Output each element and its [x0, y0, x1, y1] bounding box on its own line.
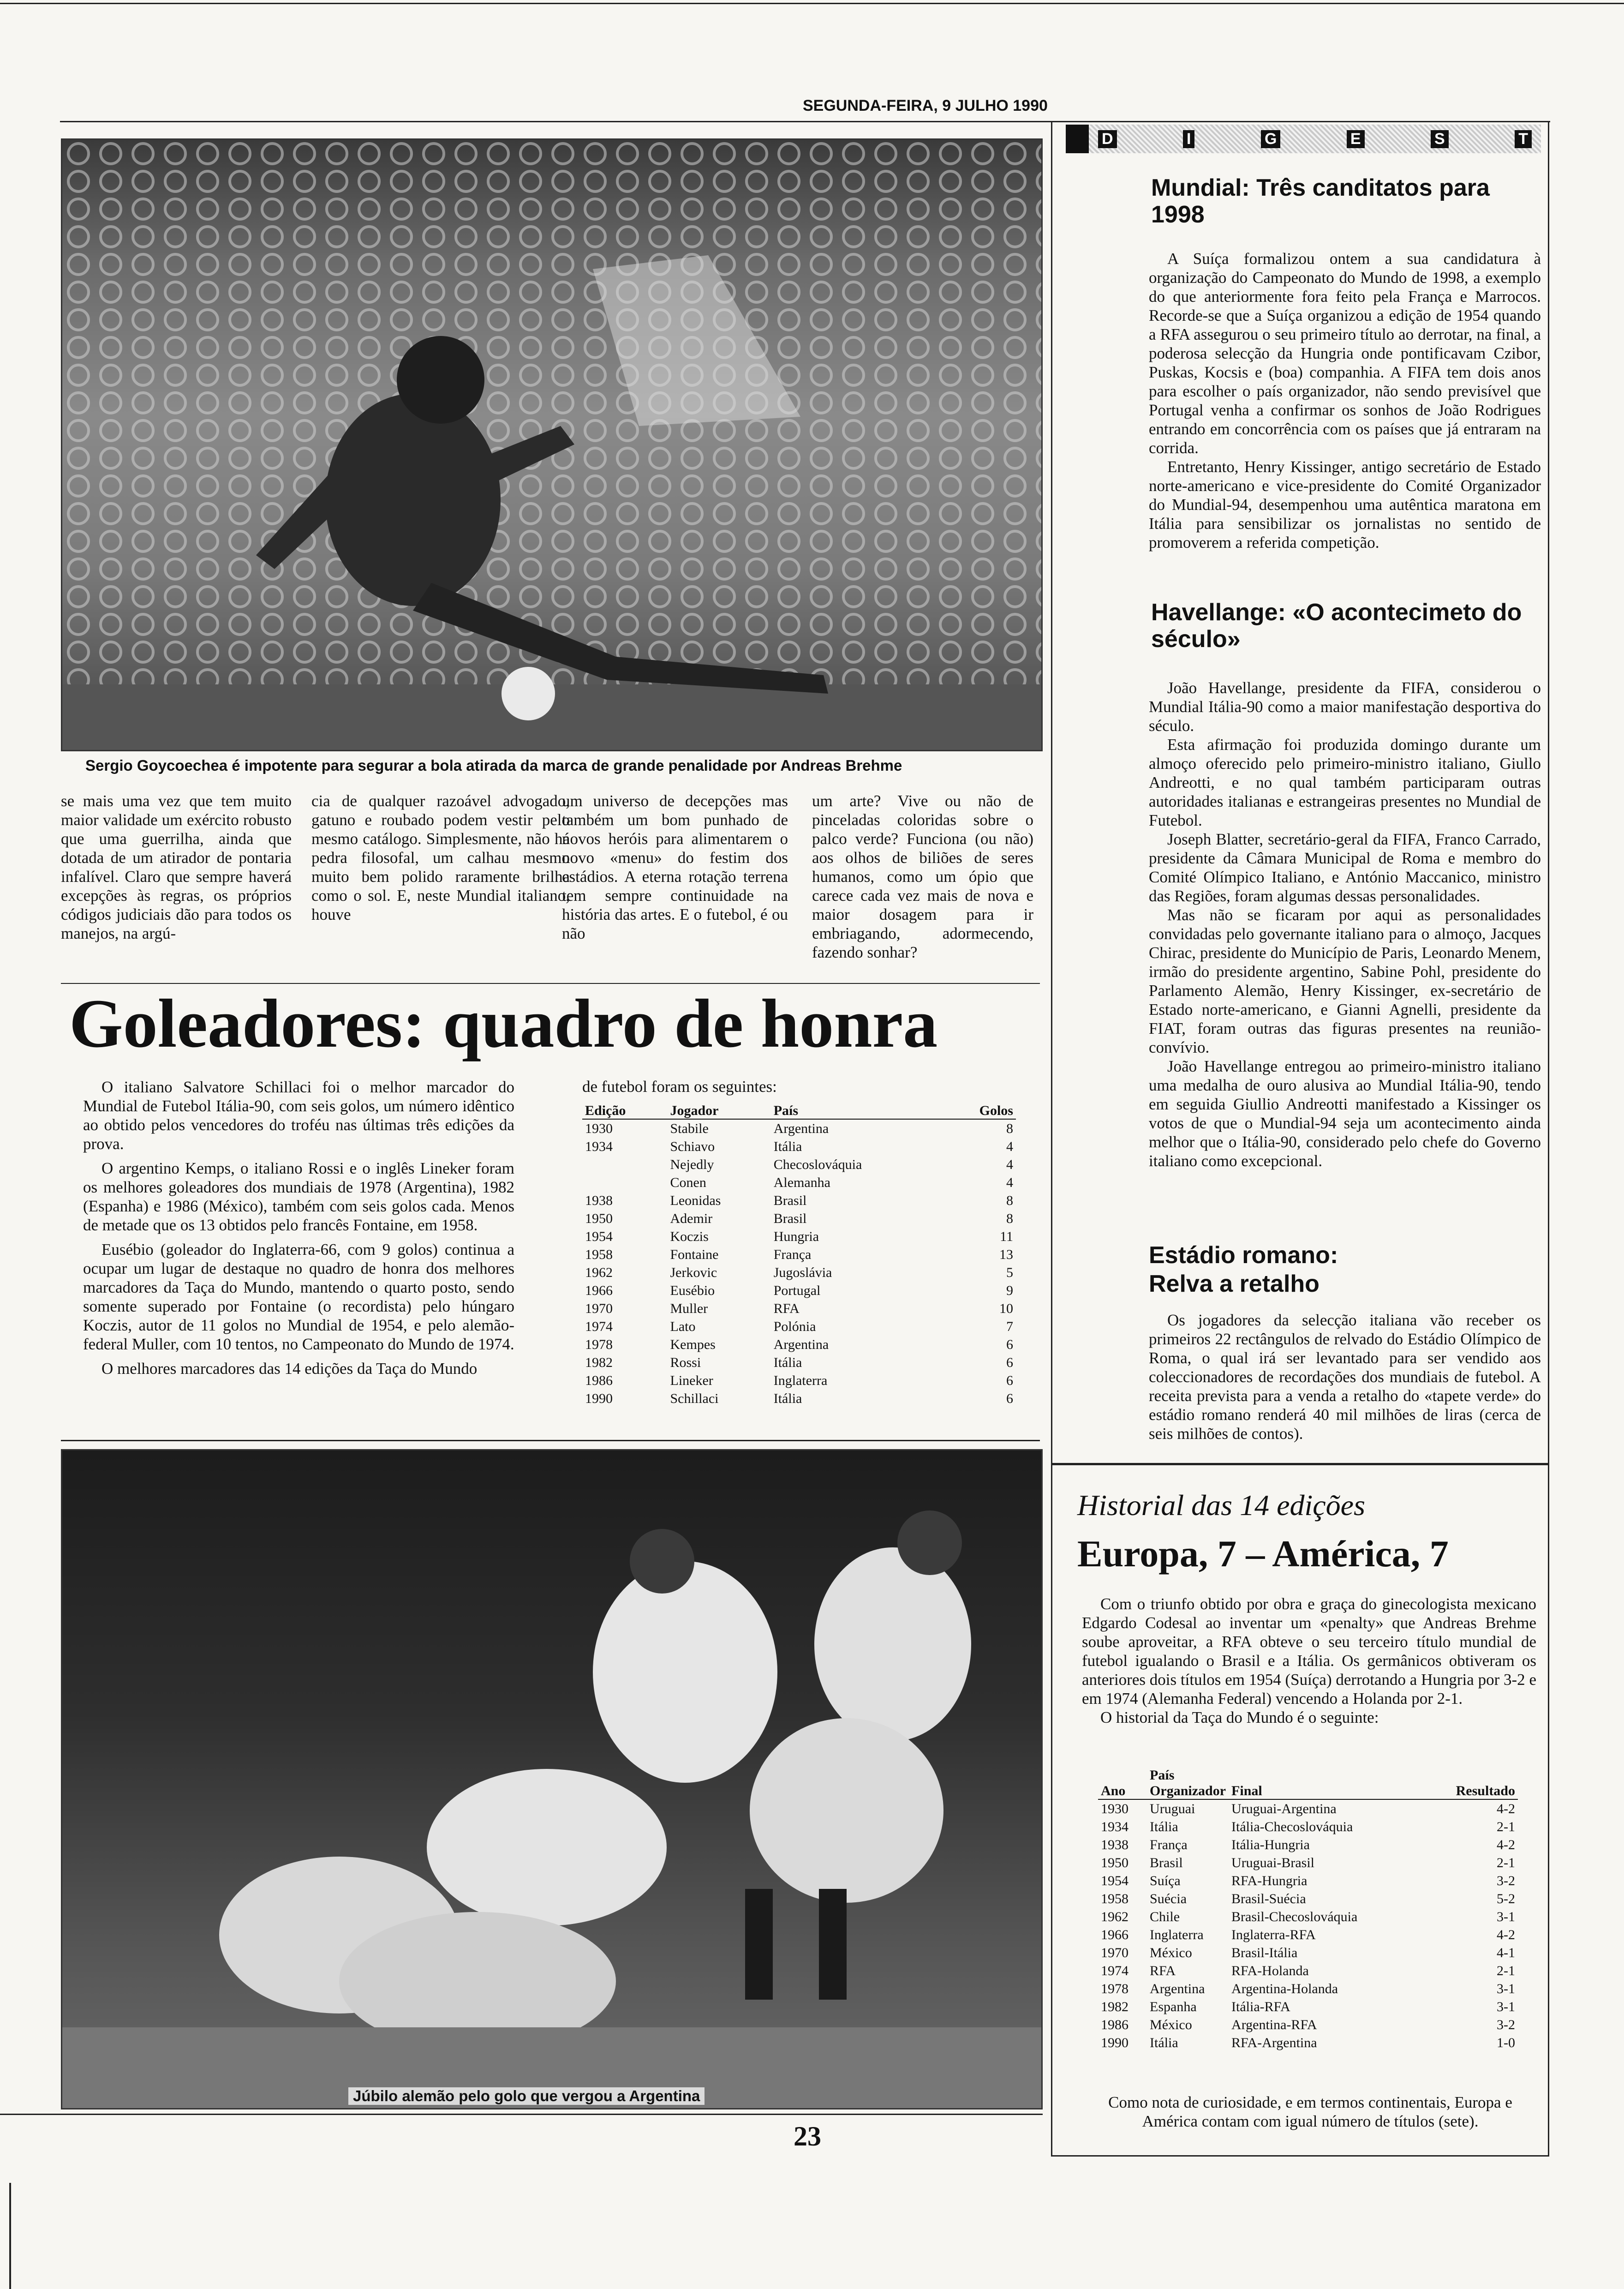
goleador-golos: 4	[1006, 1157, 1013, 1172]
digest-article3-title-line2: Relva a retalho	[1149, 1270, 1320, 1297]
bottom-left-rule	[9, 2183, 11, 2289]
historial-table-header	[1098, 1768, 1518, 1799]
goleador-pais: França	[773, 1247, 812, 1262]
photo-goalkeeper-image	[62, 140, 1041, 750]
digest-article1-title: Mundial: Três canditatos para 1998	[1151, 174, 1490, 228]
digest-banner-block	[1066, 125, 1089, 153]
historial-resultado: 3-2	[1497, 2017, 1515, 2032]
historial-pais-organizador: Espanha	[1150, 1999, 1197, 2014]
header-final: Final	[1229, 1768, 1422, 1799]
historial-pais-organizador: Itália	[1150, 2035, 1178, 2050]
goleadores-paragraph-3: Eusébio (goleador do Inglaterra-66, com 9 golos) continua a ocupar um lugar de destaque no quadro de honra dos melhores marcadores da Taça do Mundo, mantendo o quarto posto, sendo somente superado por Fontaine (o recordista) pelo húngaro Koczis, autor de 11 golos no Mundial de 1954, e pelo alemão-federal Muller, com 10 tentos, no Campeonato do Mundo de 1974.	[83, 1240, 514, 1353]
historial-final: Itália-Checoslováquia	[1231, 1819, 1353, 1834]
goleador-jogador: Rossi	[670, 1355, 701, 1370]
historial-row	[1098, 1980, 1518, 1998]
goleador-edicao: 1930	[585, 1121, 613, 1136]
goleador-jogador: Muller	[670, 1301, 708, 1316]
goleador-pais: Inglaterra	[773, 1373, 828, 1388]
goleador-edicao: 1962	[585, 1265, 613, 1280]
goleador-jogador: Kempes	[670, 1337, 716, 1352]
historial-ano: 1978	[1101, 1981, 1128, 1996]
goleador-pais: Brasil	[773, 1193, 807, 1208]
historial-row	[1098, 1908, 1518, 1926]
digest-right-rule	[1548, 121, 1549, 2156]
historial-ano: 1950	[1101, 1855, 1128, 1870]
goleador-edicao: 1986	[585, 1373, 613, 1388]
goleador-pais: Checoslováquia	[773, 1157, 862, 1172]
goleador-row	[582, 1210, 1016, 1228]
historial-pais-organizador: México	[1150, 2017, 1192, 2032]
goleador-jogador: Fontaine	[670, 1247, 719, 1262]
digest-article3-title-line1: Estádio romano:	[1149, 1242, 1338, 1269]
historial-ano: 1954	[1101, 1873, 1128, 1888]
historial-resultado: 5-2	[1497, 1891, 1515, 1906]
historial-body	[1082, 1594, 1536, 1727]
goleador-row	[582, 1354, 1016, 1372]
goleador-row	[582, 1119, 1016, 1138]
digest-article1-body	[1149, 249, 1541, 552]
goleador-pais: Itália	[773, 1355, 802, 1370]
goleador-jogador: Lineker	[670, 1373, 713, 1388]
historial-pais-organizador: Itália	[1150, 1819, 1178, 1834]
historial-row	[1098, 2016, 1518, 2034]
historial-final: Brasil-Suécia	[1231, 1891, 1306, 1906]
goleador-golos: 11	[1000, 1229, 1013, 1244]
digest-letter: I	[1183, 130, 1194, 148]
goleador-edicao: 1990	[585, 1391, 613, 1406]
goleador-row	[582, 1390, 1016, 1408]
goleador-pais: Argentina	[773, 1337, 829, 1352]
historial-final: RFA-Holanda	[1231, 1963, 1309, 1978]
historial-row	[1098, 1890, 1518, 1908]
digest-article2-paragraph-2: Esta afirmação foi produzida domingo durante um almoço oferecido pelo primeiro-ministro italiano, Giullo Andreotti, e no qual também participaram outras autoridades italianas e estrangeiras presentes no Mundial de Futebol.	[1149, 736, 1541, 829]
historial-final: Brasil-Checoslováquia	[1231, 1909, 1358, 1924]
goleador-golos: 10	[999, 1301, 1013, 1316]
historial-pais-organizador: Brasil	[1150, 1855, 1183, 1870]
digest-article2-paragraph-3: Joseph Blatter, secretário-geral da FIFA, Franco Carrado, presidente da Câmara Municipal de Roma e membro do Comité Olímpico Italiano, e António Maccanico, ministro das Regiões, foram algumas dessas personalidades.	[1149, 830, 1541, 905]
goleador-golos: 6	[1006, 1373, 1013, 1388]
goleador-edicao: 1938	[585, 1193, 613, 1208]
photo-top-caption: Sergio Goycoechea é impotente para segurar a bola atirada da marca de grande penalidade por Andreas Brehme	[85, 757, 902, 774]
intro-column-1: se mais uma vez que tem muito maior validade um exército robusto que uma guerrilha, ainda que dotada de um atirador de pontaria infalível. Claro que sempre haverá excepções às regras, os próprios códigos judiciais dão para todos os manejos, na argú-	[61, 792, 292, 942]
goleador-pais: Jugoslávia	[773, 1265, 832, 1280]
goleador-golos: 9	[1006, 1283, 1013, 1298]
digest-bottom-rule	[1051, 2155, 1549, 2157]
goleador-jogador: Ademir	[670, 1211, 713, 1226]
historial-resultado: 4-2	[1497, 1837, 1515, 1852]
digest-left-rule	[1051, 121, 1052, 2156]
historial-final: Itália-Hungria	[1231, 1837, 1310, 1852]
goleadores-paragraph-2: O argentino Kemps, o italiano Rossi e o inglês Lineker foram os melhores goleadores dos mundiais de 1978 (Argentina), 1982 (Espanha) e 1986 (México), também com seis golos cada. Menos de metade que os 13 obtidos pelo francês Fontaine, em 1958.	[83, 1159, 514, 1234]
digest-letter: E	[1347, 130, 1365, 148]
goleadores-table-header	[582, 1103, 1016, 1119]
goleador-edicao	[582, 1174, 668, 1192]
goleador-row	[582, 1300, 1016, 1318]
historial-resultado: 2-1	[1497, 1963, 1515, 1978]
header-rule	[60, 121, 1550, 122]
goleador-golos: 4	[1006, 1175, 1013, 1190]
historial-paragraph-1: Com o triunfo obtido por obra e graça do ginecologista mexicano Edgardo Codesal ao inventar um «penalty» que Andreas Brehme soube aproveitar, a RFA obteve o seu terceiro título mundial de futebol igualando o Brasil e a Itália. Os germânicos obtiveram os anteriores dois títulos em 1954 (Suíça) derrotando a Hungria por 3-2 e em 1974 (Alemanha Federal) vencendo a Holanda por 2-1.	[1082, 1595, 1536, 1708]
intro-column-2: cia de qualquer razoável advogado, gatuno e roubado podem vestir pelo mesmo catálogo. Simplesmente, não há pedra filosofal, um calhau mesmo muito bem polido raramente brilha como o sol. E, neste Mundial italiano, houve	[311, 792, 570, 923]
digest-article3-paragraph-1: Os jogadores da selecção italiana vão receber os primeiros 22 rectângulos de relvado do Estádio Olímpico de Roma, o qual irá ser levantado para ser vendido aos coleccionadores de recordações dos mundiais de futebol. A receita prevista para a venda a retalho do «tapete verde» do estádio romano renderá 40 mil milhões de liras (cerca de seis milhões de contos).	[1149, 1311, 1541, 1443]
goleador-jogador: Lato	[670, 1319, 696, 1334]
historial-pais-organizador: Suíça	[1150, 1873, 1181, 1888]
historial-top-rule	[1051, 1463, 1549, 1465]
digest-letter: S	[1431, 130, 1449, 148]
digest-article3-body	[1149, 1311, 1541, 1443]
goleador-pais: Polónia	[773, 1319, 816, 1334]
goleadores-headline: Goleadores: quadro de honra	[69, 985, 938, 1062]
photo-celebration	[61, 1449, 1043, 2109]
goleador-row	[582, 1264, 1016, 1282]
digest-letter: T	[1515, 130, 1532, 148]
footer-rule	[0, 2114, 1043, 2115]
historial-ano: 1934	[1101, 1819, 1128, 1834]
historial-final: Uruguai-Argentina	[1231, 1801, 1337, 1816]
goleador-edicao: 1978	[585, 1337, 613, 1352]
goleador-pais: Itália	[773, 1391, 802, 1406]
historial-final: Argentina-RFA	[1231, 2017, 1317, 2032]
goleador-edicao	[582, 1156, 668, 1174]
historial-resultado: 3-1	[1497, 1999, 1515, 2014]
historial-headline: Europa, 7 – América, 7	[1077, 1533, 1449, 1575]
goleador-edicao: 1982	[585, 1355, 613, 1370]
historial-ano: 1966	[1101, 1927, 1128, 1942]
historial-final: Brasil-Itália	[1231, 1945, 1298, 1960]
historial-pais-organizador: Argentina	[1150, 1981, 1205, 1996]
goleador-pais: Hungria	[773, 1229, 819, 1244]
goleador-jogador: Schiavo	[670, 1139, 715, 1154]
historial-ano: 1938	[1101, 1837, 1128, 1852]
historial-resultado: 3-1	[1497, 1909, 1515, 1924]
goleador-row	[582, 1174, 1016, 1192]
goleador-jogador: Eusébio	[670, 1283, 715, 1298]
historial-final: Itália-RFA	[1231, 1999, 1290, 2014]
goleador-pais: Argentina	[773, 1121, 829, 1136]
historial-row	[1098, 1926, 1518, 1944]
historial-row	[1098, 1854, 1518, 1872]
historial-final: RFA-Hungria	[1231, 1873, 1308, 1888]
historial-resultado: 2-1	[1497, 1855, 1515, 1870]
header-ano: Ano	[1098, 1768, 1147, 1799]
goleador-golos: 8	[1006, 1211, 1013, 1226]
goleador-edicao: 1966	[585, 1283, 613, 1298]
historial-pais-organizador: Chile	[1150, 1909, 1180, 1924]
goleador-row	[582, 1138, 1016, 1156]
goleador-pais: Portugal	[773, 1283, 821, 1298]
goleador-jogador: Stabile	[670, 1121, 709, 1136]
historial-table	[1098, 1768, 1518, 2052]
goleador-pais: Brasil	[773, 1211, 807, 1226]
historial-resultado: 1-0	[1497, 2035, 1515, 2050]
digest-article2-paragraph-5: João Havellange entregou ao primeiro-ministro italiano uma medalha de ouro alusiva ao Mundial Itália-90, tendo em seguida Giullio Andreotti manifestado a Kissinger os votos de que o Mundial-94 seja um acontecimento ainda melhor que o Itália-90, considerado pelo chefe do Governo italiano como excepcional.	[1149, 1057, 1541, 1170]
header-pais-organizador: País Organizador	[1147, 1768, 1229, 1799]
goleador-edicao: 1958	[585, 1247, 613, 1262]
goleador-pais: Itália	[773, 1139, 802, 1154]
goleador-row	[582, 1246, 1016, 1264]
historial-resultado: 4-2	[1497, 1801, 1515, 1816]
historial-ano: 1986	[1101, 2017, 1128, 2032]
goleador-row	[582, 1156, 1016, 1174]
digest-banner-letters	[1089, 130, 1541, 148]
goleador-jogador: Schillaci	[670, 1391, 719, 1406]
goleador-pais: RFA	[773, 1301, 800, 1316]
historial-row	[1098, 1836, 1518, 1854]
photo-bottom-caption: Júbilo alemão pelo golo que vergou a Argentina	[348, 2087, 705, 2105]
historial-row	[1098, 2034, 1518, 2052]
photo-goalkeeper	[61, 138, 1043, 751]
goleador-row	[582, 1228, 1016, 1246]
goleador-row	[582, 1318, 1016, 1336]
historial-pais-organizador: México	[1150, 1945, 1192, 1960]
historial-paragraph-2: O historial da Taça do Mundo é o seguinte:	[1100, 1708, 1379, 1726]
historial-row	[1098, 1944, 1518, 1962]
historial-final: RFA-Argentina	[1231, 2035, 1317, 2050]
historial-pais-organizador: Suécia	[1150, 1891, 1187, 1906]
historial-final: Uruguai-Brasil	[1231, 1855, 1314, 1870]
goleadores-paragraph-1: O italiano Salvatore Schillaci foi o melhor marcador do Mundial de Futebol Itália-90, com seis golos, um número idêntico ao obtido pelos vencedores do troféu nas últimas três edições da prova.	[83, 1078, 514, 1153]
header-resultado: Resultado	[1422, 1768, 1518, 1799]
goleador-golos: 13	[999, 1247, 1013, 1262]
historial-ano: 1958	[1101, 1891, 1128, 1906]
goleador-jogador: Jerkovic	[670, 1265, 717, 1280]
historial-pais-organizador: RFA	[1150, 1963, 1176, 1978]
digest-article2-paragraph-4: Mas não se ficaram por aqui as personalidades convidadas pelo governante italiano para o almoço, Jacques Chirac, presidente do Município de Paris, Leonardo Menem, irmão do presidente argentino, Sabine Pohl, presidente do Parlamento Alemão, Henry Kissinger, ex-secretário de Estado norte-americano, e Gianni Agnelli, presidente da FIAT, foram outras das figuras presentes na reunião-convívio.	[1149, 906, 1541, 1056]
goleador-golos: 6	[1006, 1337, 1013, 1352]
historial-pais-organizador: Inglaterra	[1150, 1927, 1204, 1942]
historial-row	[1098, 1799, 1518, 1818]
goleador-golos: 6	[1006, 1391, 1013, 1406]
historial-kicker: Historial das 14 edições	[1077, 1489, 1365, 1522]
header-edicao: Edição	[582, 1103, 668, 1119]
header-golos: Golos	[943, 1103, 1016, 1119]
historial-row	[1098, 1872, 1518, 1890]
goleadores-table	[582, 1103, 1016, 1408]
goleador-edicao: 1954	[585, 1229, 613, 1244]
goleador-jogador: Leonidas	[670, 1193, 721, 1208]
goleador-row	[582, 1372, 1016, 1390]
header-pais: País	[771, 1103, 943, 1119]
digest-letter: G	[1261, 130, 1280, 148]
intro-column-4: um arte? Vive ou não de pinceladas coloridas sobre o palco verde? Funciona (ou não) aos olhos de biliões de seres humanos, como um ópio que carece cada vez mais de nova e maior dosagem para ir embriagando, adormecendo, fazendo sonhar?	[812, 792, 1033, 961]
dateline: SEGUNDA-FEIRA, 9 JULHO 1990	[803, 97, 1048, 114]
digest-article2-paragraph-1: João Havellange, presidente da FIFA, considerou o Mundial Itália-90 como a maior manifestação desportiva do século.	[1149, 679, 1541, 735]
goleador-row	[582, 1282, 1016, 1300]
digest-banner	[1066, 125, 1541, 153]
goleadores-paragraph-4: O melhores marcadores das 14 edições da Taça do Mundo	[102, 1360, 478, 1378]
goleador-pais: Alemanha	[773, 1175, 830, 1190]
historial-row	[1098, 1998, 1518, 2016]
digest-article1-paragraph-1: A Suíça formalizou ontem a sua candidatura à organização do Campeonato do Mundo de 1998, a exemplo do que anteriormente fora feito pela França e Marrocos. Recorde-se que a Suíça organizou a edição de 1954 quando a RFA assegurou o seu primeiro título ao derrotar, na final, a poderosa selecção da Hungria onde pontificavam Czibor, Puskas, Kocsis e (boa) companhia. A FIFA tem dois anos para escolher o país organizador, não sendo previsível que Portugal venha a confirmar os sonhos de João Rodrigues entrando em concorrência com os países que já entraram na corrida.	[1149, 250, 1541, 457]
goleador-jogador: Nejedly	[670, 1157, 714, 1172]
intro-column-3: um universo de decepções mas também um bom punhado de novos heróis para alimentarem o novo «menu» do festim dos estádios. A eterna rotação terrena tem sempre continuidade na história das artes. E o futebol, é ou não	[562, 792, 788, 942]
goleador-row	[582, 1336, 1016, 1354]
goleador-golos: 6	[1006, 1355, 1013, 1370]
goleadores-body	[83, 1078, 514, 1378]
goleador-edicao: 1970	[585, 1301, 613, 1316]
historial-resultado: 3-2	[1497, 1873, 1515, 1888]
digest-article1-paragraph-2: Entretanto, Henry Kissinger, antigo secretário de Estado norte-americano e vice-presidente do Comité Organizador do Mundial-94, desempenhou uma autêntica maratona em Itália para sensibilizar os jornalistas no sentido de promoverem a referida competição.	[1149, 458, 1541, 551]
historial-row	[1098, 1818, 1518, 1836]
digest-article2-body	[1149, 678, 1541, 1170]
photo-celebration-image	[62, 1450, 1041, 2108]
historial-footnote: Como nota de curiosidade, e em termos continentais, Europa e América contam com igual número de títulos (sete).	[1108, 2093, 1512, 2130]
historial-ano: 1962	[1101, 1909, 1128, 1924]
historial-row	[1098, 1962, 1518, 1980]
digest-letter: D	[1098, 130, 1117, 148]
historial-ano: 1930	[1101, 1801, 1128, 1816]
page-number: 23	[794, 2121, 821, 2151]
historial-ano: 1990	[1101, 2035, 1128, 2050]
goleador-golos: 8	[1006, 1193, 1013, 1208]
historial-pais-organizador: Uruguai	[1150, 1801, 1195, 1816]
historial-final: Inglaterra-RFA	[1231, 1927, 1316, 1942]
top-border	[0, 3, 1624, 4]
goleador-golos: 5	[1006, 1265, 1013, 1280]
historial-ano: 1982	[1101, 1999, 1128, 2014]
goleador-edicao: 1950	[585, 1211, 613, 1226]
historial-final: Argentina-Holanda	[1231, 1981, 1338, 1996]
goleador-jogador: Conen	[670, 1175, 706, 1190]
goleador-golos: 8	[1006, 1121, 1013, 1136]
historial-resultado: 3-1	[1497, 1981, 1515, 1996]
goleador-jogador: Koczis	[670, 1229, 709, 1244]
goleador-golos: 7	[1006, 1319, 1013, 1334]
historial-resultado: 2-1	[1497, 1819, 1515, 1834]
historial-resultado: 4-2	[1497, 1927, 1515, 1942]
historial-ano: 1970	[1101, 1945, 1128, 1960]
goleador-golos: 4	[1006, 1139, 1013, 1154]
header-jogador: Jogador	[668, 1103, 771, 1119]
mid-divider	[61, 1440, 1040, 1441]
goleador-edicao: 1934	[585, 1139, 613, 1154]
historial-resultado: 4-1	[1497, 1945, 1515, 1960]
goleador-edicao: 1974	[585, 1319, 613, 1334]
historial-pais-organizador: França	[1150, 1837, 1188, 1852]
digest-article2-title: Havellange: «O acontecimeto do século»	[1151, 599, 1522, 653]
historial-ano: 1974	[1101, 1963, 1128, 1978]
goleadores-table-intro: de futebol foram os seguintes:	[582, 1078, 777, 1096]
goleador-row	[582, 1192, 1016, 1210]
